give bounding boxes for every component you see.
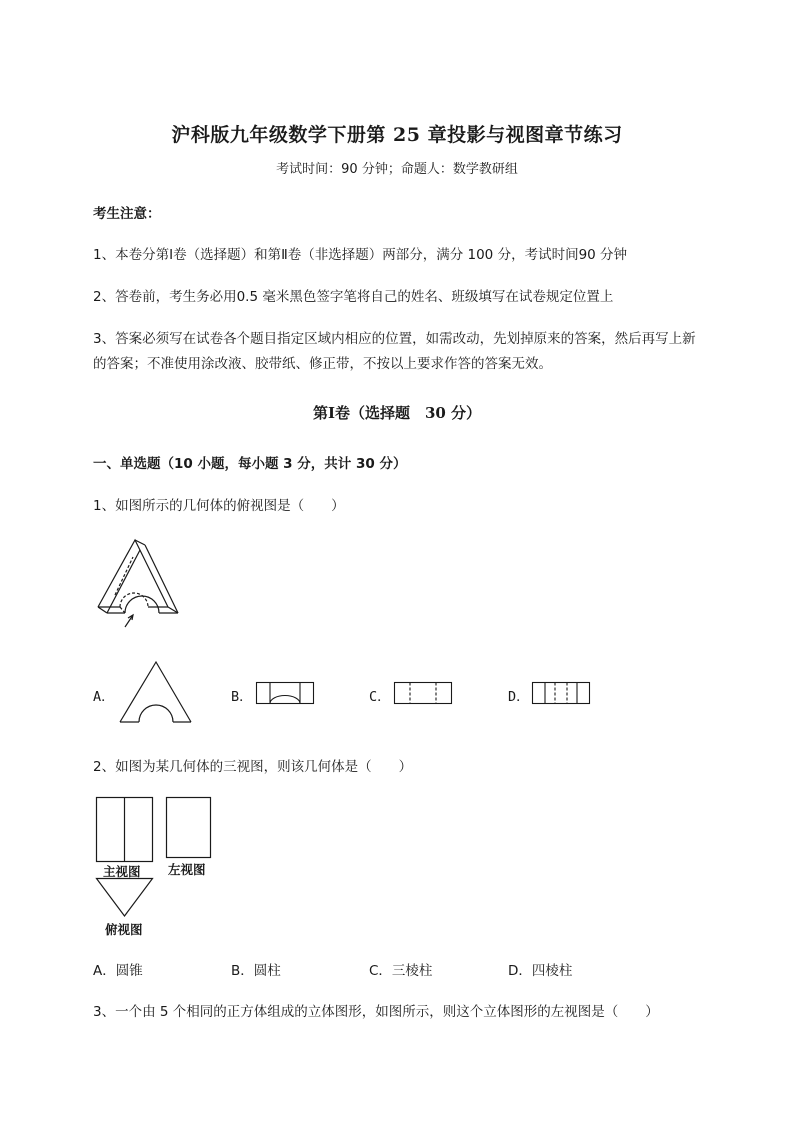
notice-item-1: 1、本卷分第Ⅰ卷（选择题）和第Ⅱ卷（非选择题）两部分，满分 100 分，考试时间90 分钟 — [93, 247, 628, 263]
side-view-label: 左视图 — [168, 862, 206, 877]
section-title: 第Ⅰ卷（选择题 30 分） — [312, 404, 482, 422]
question-1-option-c-figure — [394, 682, 452, 704]
notice-item-3-line-1: 3、答案必须写在试卷各个题目指定区域内相应的位置，如需改动，先划掉原来的答案，然后再写上新 — [93, 331, 696, 347]
question-1-solid-figure — [95, 535, 185, 630]
question-2-option-c[interactable]: C．三棱柱 — [369, 963, 433, 979]
question-2-stem: 2、如图为某几何体的三视图，则该几何体是（ ） — [93, 759, 413, 775]
question-1-option-d-label[interactable]: D． — [508, 689, 530, 705]
question-1-option-a-figure — [120, 660, 192, 724]
front-view-label: 主视图 — [103, 864, 141, 879]
document-subtitle: 考试时间：90 分钟；命题人：数学教研组 — [276, 162, 518, 177]
notice-heading: 考生注意： — [93, 206, 161, 222]
question-1-option-b-label[interactable]: B． — [231, 689, 253, 705]
question-1-option-a-label[interactable]: A． — [93, 689, 115, 705]
question-1-stem: 1、如图所示的几何体的俯视图是（ ） — [93, 498, 345, 514]
part-heading: 一、单选题（10 小题，每小题 3 分，共计 30 分） — [93, 456, 407, 472]
question-1-option-d-figure — [532, 682, 590, 704]
document-title: 沪科版九年级数学下册第 25 章投影与视图章节练习 — [171, 124, 623, 146]
notice-item-2: 2、答卷前，考生务必用0.5 毫米黑色签字笔将自己的姓名、班级填写在试卷规定位置上 — [93, 289, 614, 305]
question-1-option-c-label[interactable]: C． — [369, 689, 391, 705]
notice-item-3-line-2: 的答案；不准使用涂改液、胶带纸、修正带，不按以上要求作答的答案无效。 — [93, 356, 552, 372]
top-view-label: 俯视图 — [105, 922, 143, 937]
question-2-option-b[interactable]: B．圆柱 — [231, 963, 281, 979]
question-2-front-view — [96, 797, 154, 863]
question-2-option-d[interactable]: D．四棱柱 — [508, 963, 573, 979]
question-2-top-view — [96, 878, 154, 918]
question-2-side-view — [166, 797, 212, 859]
question-3-stem: 3、一个由 5 个相同的正方体组成的立体图形，如图所示，则这个立体图形的左视图是（ ） — [93, 1004, 659, 1020]
question-2-option-a[interactable]: A．圆锥 — [93, 963, 143, 979]
question-1-option-b-figure — [256, 682, 314, 704]
